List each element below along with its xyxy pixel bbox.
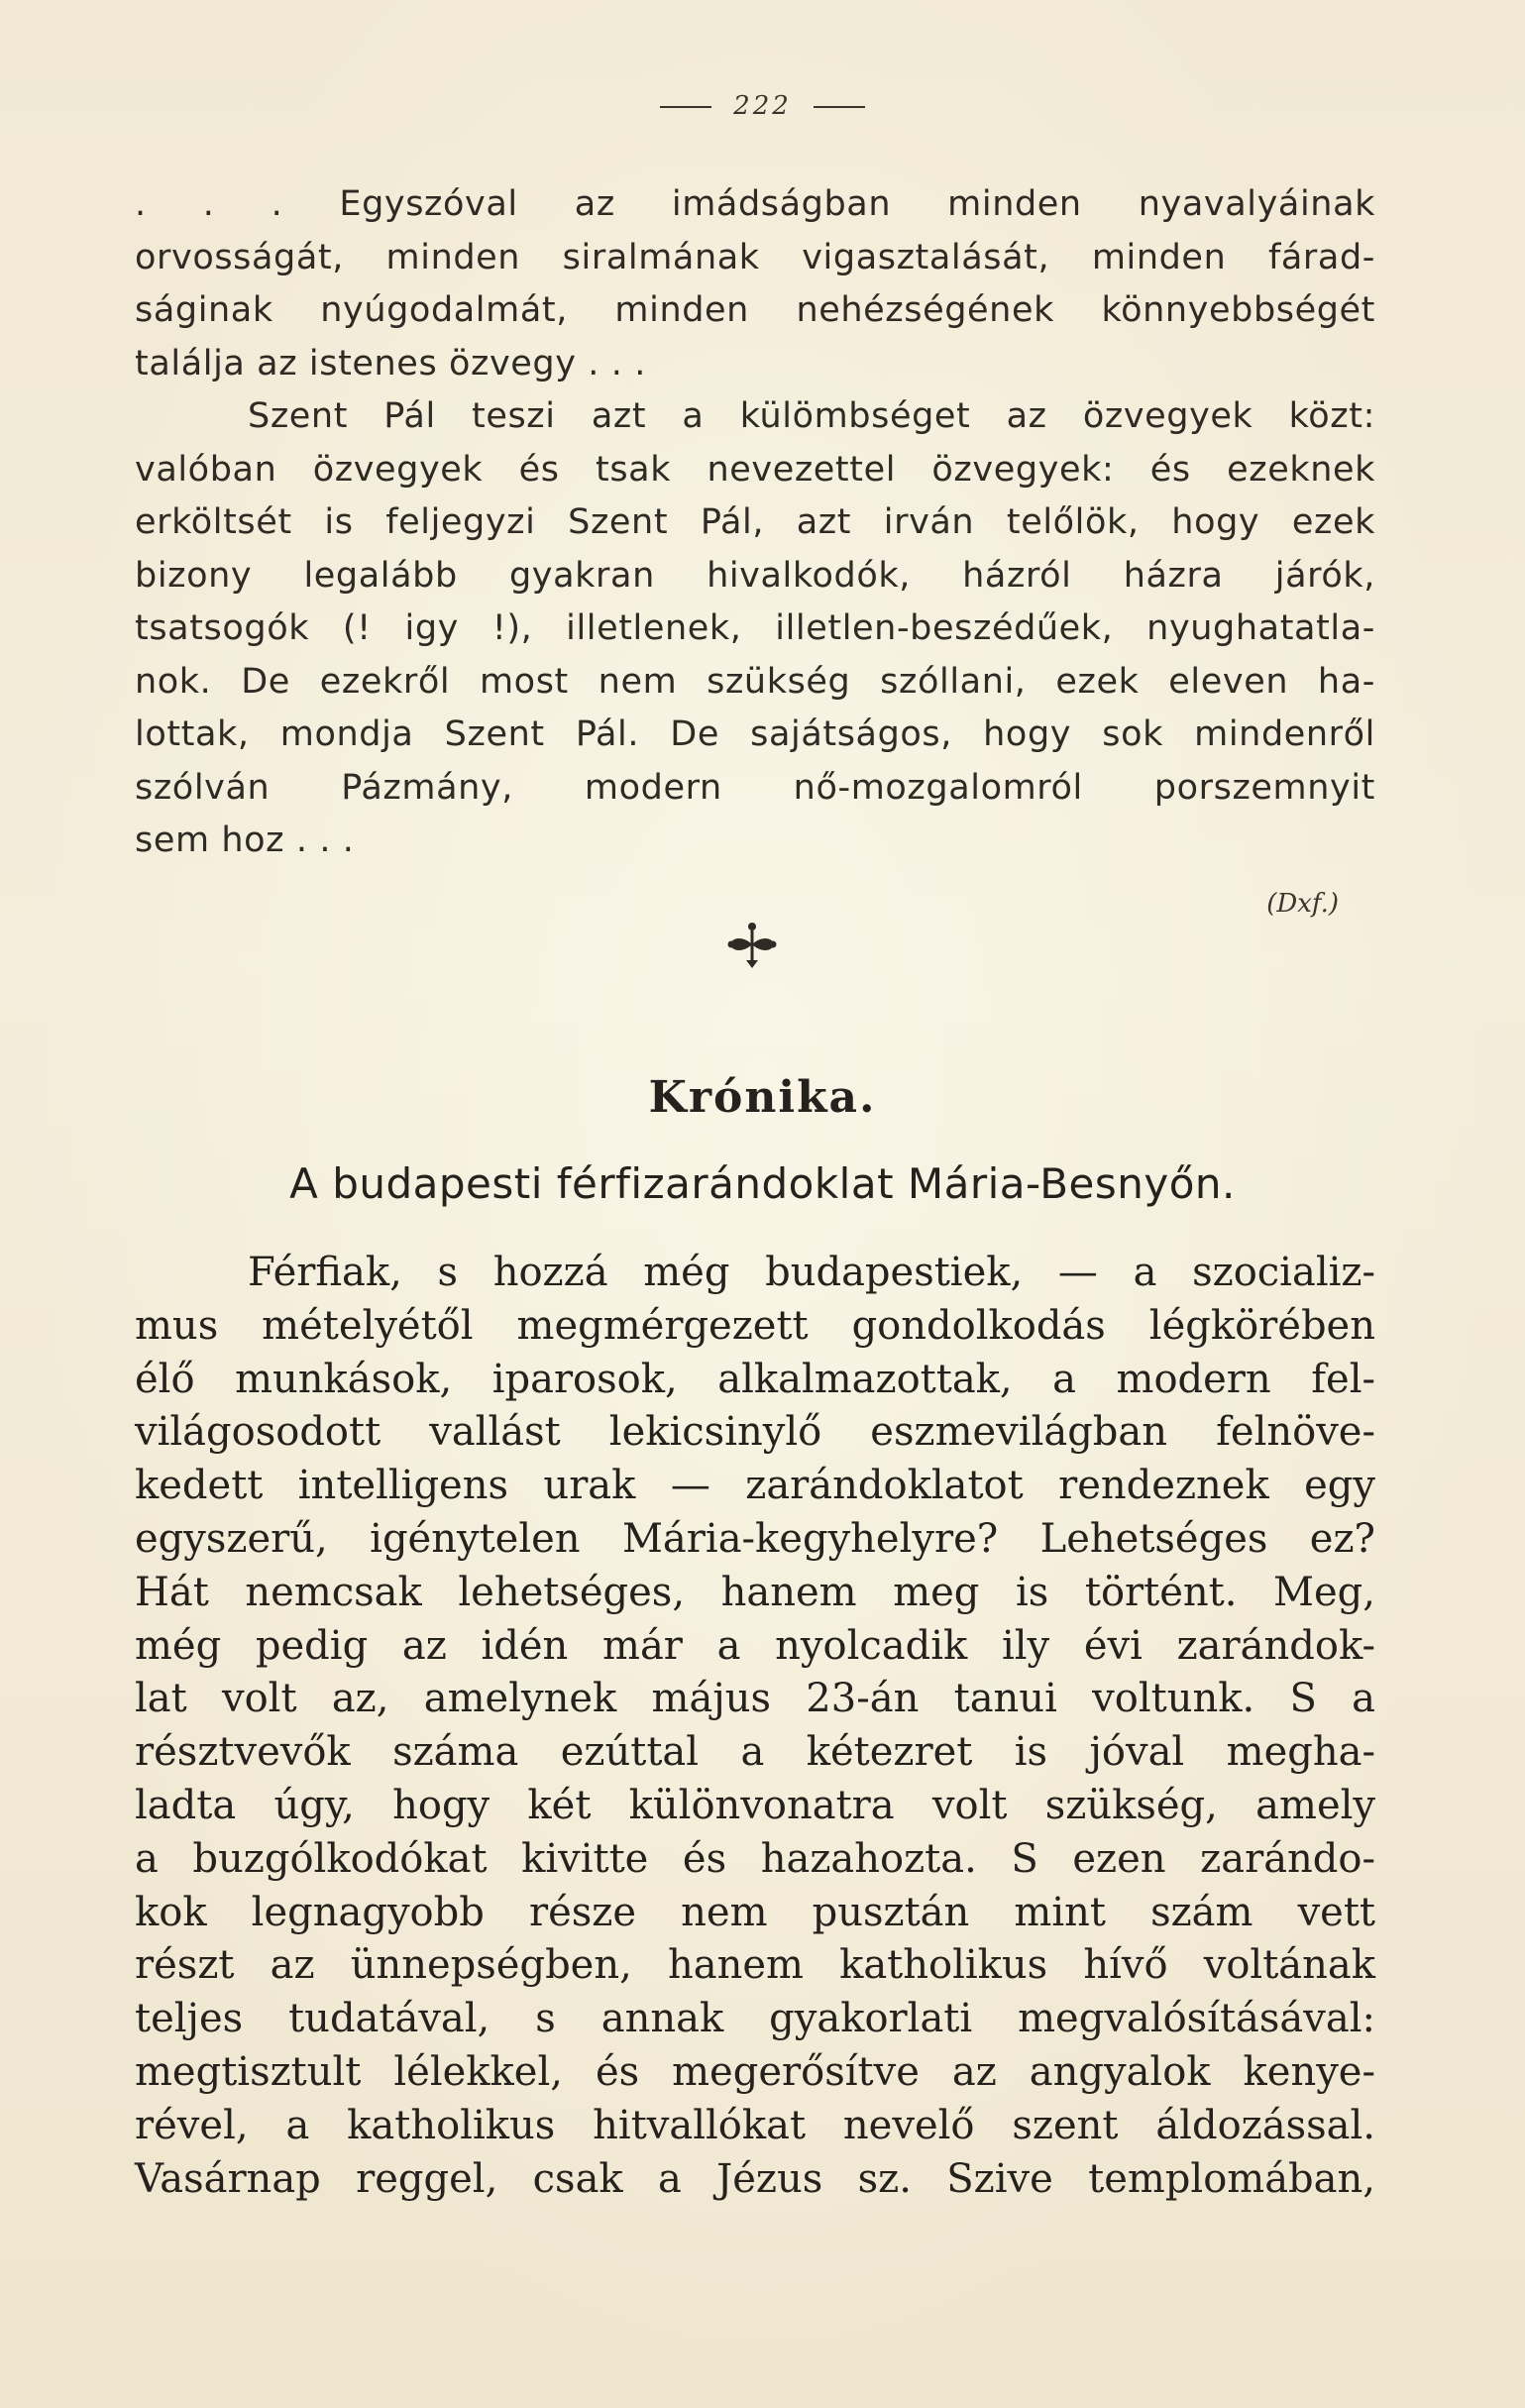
article-line: a buzgólkodókat kivitte és hazahozta. S ezen zarándo- (135, 1835, 1375, 1882)
page-number (0, 91, 1525, 121)
article-line: részt az ünnepségben, hanem katholikus hívő voltának (135, 1942, 1375, 1989)
article-line: világosodott vallást lekicsinylő eszmevilágban felnöve- (135, 1409, 1375, 1456)
article-line: kok legnagyobb része nem pusztán mint szám vett (135, 1889, 1375, 1935)
intro-line: tsatsogók (! igy !), illetlenek, illetlen-beszédűek, nyughatatla- (135, 608, 1375, 648)
intro-line: erköltsét is feljegyzi Szent Pál, azt irván telőlök, hogy ezek (135, 502, 1375, 542)
intro-line: sem hoz . . . (135, 821, 355, 860)
section-title: Krónika. (648, 1072, 877, 1123)
article-line: élő munkások, iparosok, alkalmazottak, a modern fel- (135, 1356, 1375, 1402)
fleuron-ornament-icon (722, 917, 782, 976)
author-signature: (Dxf.) (1266, 889, 1339, 919)
intro-text (135, 178, 1375, 868)
article-line: egyszerű, igénytelen Mária-kegyhelyre? Lehetséges ez? (135, 1515, 1375, 1562)
article-line: megtisztult lélekkel, és megerősítve az angyalok kenye- (135, 2048, 1375, 2095)
intro-line: találja az istenes özvegy . . . (135, 343, 646, 383)
intro-line: szólván Pázmány, modern nő-mozgalomról porszemnyit (135, 767, 1375, 808)
article-line: lat volt az, amelynek május 23-án tanui voltunk. S a (135, 1676, 1375, 1722)
article-line: Hát nemcsak lehetséges, hanem meg is történt. Meg, (135, 1569, 1375, 1615)
page-number-text: 222 (733, 91, 792, 121)
page-number-right-dash (814, 106, 865, 108)
article-line: teljes tudatával, s annak gyakorlati megvalósításával: (135, 1996, 1375, 2042)
article-line: résztvevők száma ezúttal a kétezret is jóval megha- (135, 1729, 1375, 1776)
article-line: még pedig az idén már a nyolcadik ily évi zarándok- (135, 1622, 1375, 1669)
article-title: A budapesti férfizarándoklat Mária-Besnyőn. (289, 1159, 1236, 1208)
intro-line: ságinak nyúgodalmát, minden nehézségének könnyebbségét (135, 290, 1375, 330)
article-line: Férfiak, s hozzá még budapestiek, — a szocializ- (248, 1250, 1375, 1295)
intro-line: Szent Pál teszi azt a külömbséget az özvegyek közt: (248, 396, 1375, 436)
intro-line: bizony legalább gyakran hivalkodók, házról házra járók, (135, 555, 1375, 596)
page-number-left-dash (660, 106, 711, 108)
article-line: Vasárnap reggel, csak a Jézus sz. Szive templomában, (135, 2155, 1375, 2202)
article-line: ladta úgy, hogy két különvonatra volt szükség, amely (135, 1782, 1375, 1828)
intro-line: orvosságát, minden siralmának vigasztalását, minden fárad- (135, 237, 1375, 277)
article-line: kedett intelligens urak — zarándoklatot rendeznek egy (135, 1463, 1375, 1509)
article-line: mus mételyétől megmérgezett gondolkodás légkörében (135, 1302, 1375, 1349)
intro-line: valóban özvegyek és tsak nevezettel özvegyek: és ezeknek (135, 449, 1375, 490)
intro-line: nok. De ezekről most nem szükség szóllani, ezek eleven ha- (135, 661, 1375, 702)
intro-line: . . . Egyszóval az imádságban minden nyavalyáinak (135, 184, 1375, 224)
article-line: rével, a katholikus hitvallókat nevelő szent áldozással. (135, 2102, 1375, 2148)
intro-line: lottak, mondja Szent Pál. De sajátságos, hogy sok mindenről (135, 714, 1375, 754)
article-body (135, 1247, 1375, 2206)
